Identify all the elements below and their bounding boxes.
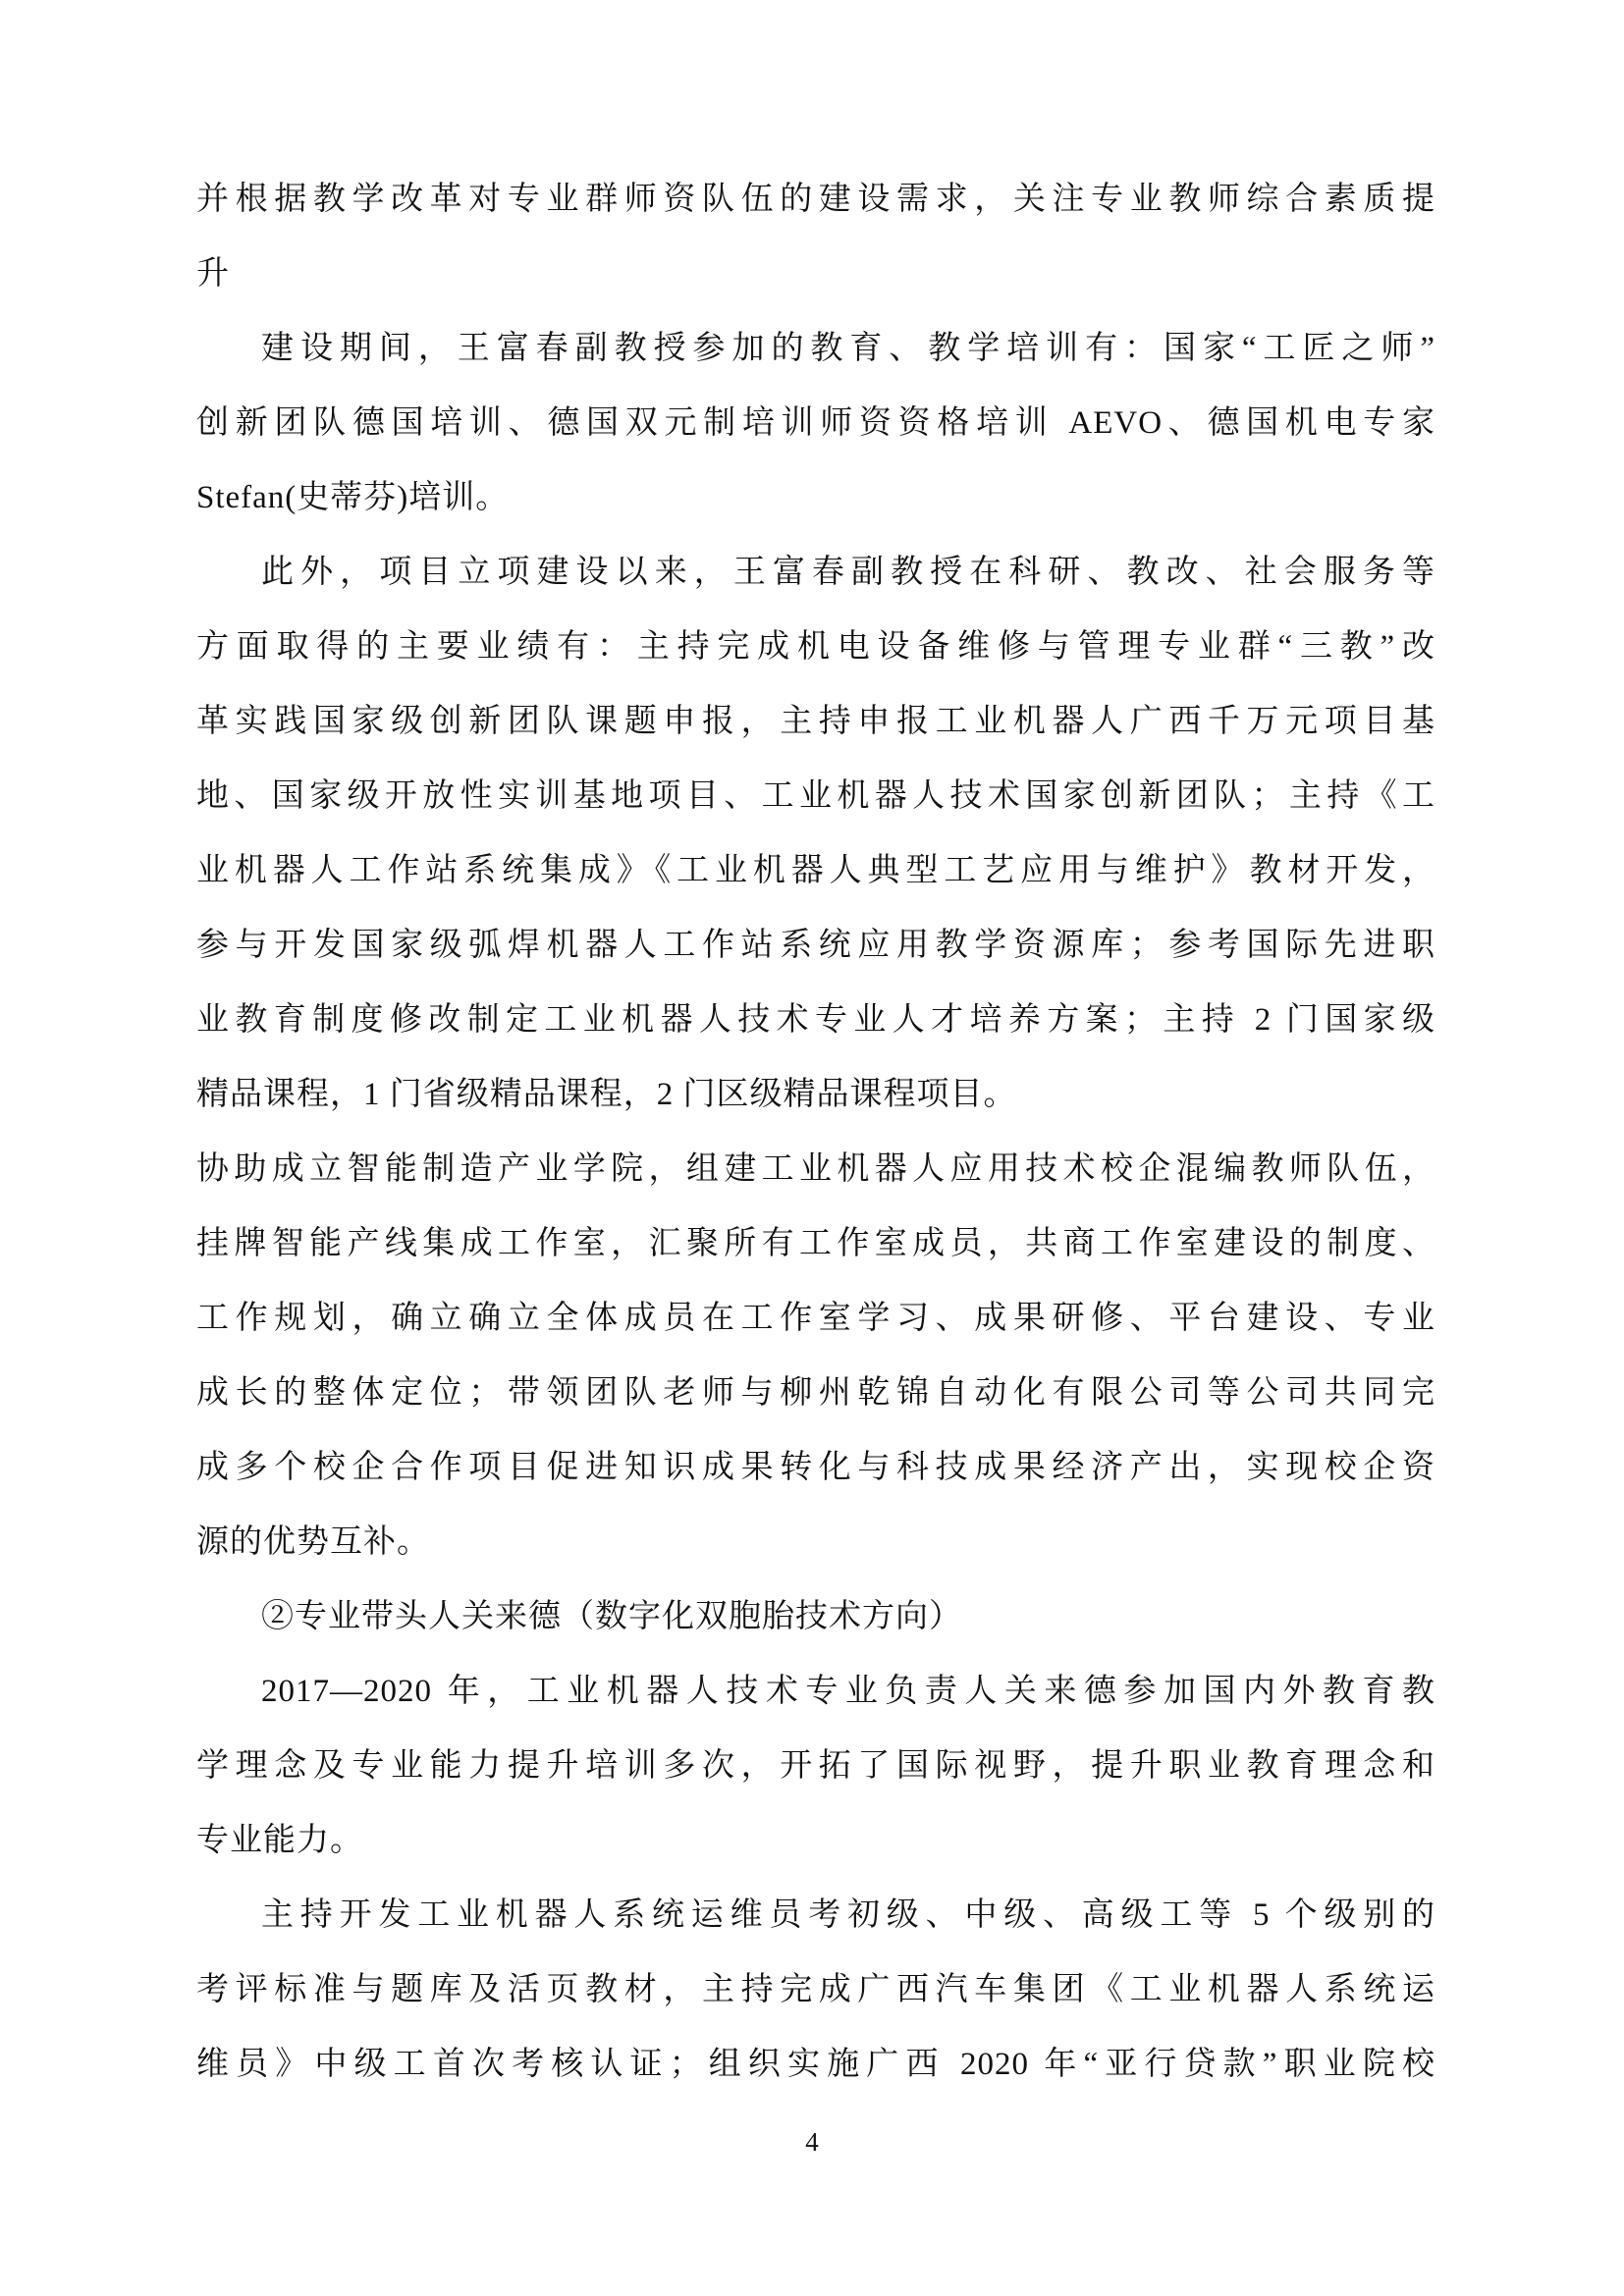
text-line: 考评标准与题库及活页教材，主持完成广西汽车集团《工业机器人系统运 bbox=[196, 1972, 1435, 2007]
text-line: 创新团队德国培训、德国双元制培训师资资格培训 AEVO、德国机电专家 bbox=[196, 405, 1435, 441]
text-line: 参与开发国家级弧焊机器人工作站系统应用教学资源库；参考国际先进职 bbox=[196, 928, 1435, 963]
document-text-body bbox=[196, 162, 1435, 2102]
text-line: 协助成立智能制造产业学院，组建工业机器人应用技术校企混编教师队伍， bbox=[196, 1151, 1435, 1187]
text-line: 业机器人工作站系统集成》《工业机器人典型工艺应用与维护》教材开发， bbox=[196, 853, 1435, 888]
text-line-section-heading: ②专业带头人关来德（数字化双胞胎技术方向） bbox=[261, 1599, 962, 1634]
text-line: 建设期间，王富春副教授参加的教育、教学培训有：国家“工匠之师” bbox=[261, 331, 1435, 366]
text-line: Stefan(史蒂芬)培训。 bbox=[196, 480, 510, 515]
text-line: 升 bbox=[196, 256, 230, 292]
text-line: 并根据教学改革对专业群师资队伍的建设需求，关注专业教师综合素质提 bbox=[196, 182, 1435, 217]
text-line: 工作规划，确立确立全体成员在工作室学习、成果研修、平台建设、专业 bbox=[196, 1301, 1435, 1336]
text-line: 方面取得的主要业绩有：主持完成机电设备维修与管理专业群“三教”改 bbox=[196, 629, 1435, 665]
text-line: 专业能力。 bbox=[196, 1823, 363, 1858]
text-line: 业教育制度修改制定工业机器人技术专业人才培养方案；主持 2 门国家级 bbox=[196, 1002, 1435, 1038]
text-line: 革实践国家级创新团队课题申报，主持申报工业机器人广西千万元项目基 bbox=[196, 704, 1435, 739]
text-line: 地、国家级开放性实训基地项目、工业机器人技术国家创新团队；主持《工 bbox=[196, 778, 1435, 814]
text-line: 成多个校企合作项目促进知识成果转化与科技成果经济产出，实现校企资 bbox=[196, 1450, 1435, 1485]
text-line: 此外，项目立项建设以来，王富春副教授在科研、教改、社会服务等 bbox=[261, 555, 1435, 590]
text-line: 主持开发工业机器人系统运维员考初级、中级、高级工等 5 个级别的 bbox=[261, 1897, 1435, 1933]
text-line: 挂牌智能产线集成工作室，汇聚所有工作室成员，共商工作室建设的制度、 bbox=[196, 1226, 1435, 1261]
text-line: 源的优势互补。 bbox=[196, 1524, 430, 1560]
text-line: 学理念及专业能力提升培训多次，开拓了国际视野，提升职业教育理念和 bbox=[196, 1748, 1435, 1784]
page-footer bbox=[0, 2122, 1624, 2162]
text-line: 维员》中级工首次考核认证；组织实施广西 2020 年“亚行贷款”职业院校 bbox=[196, 2047, 1435, 2082]
text-line: 成长的整体定位；带领团队老师与柳州乾锦自动化有限公司等公司共同完 bbox=[196, 1375, 1435, 1411]
page-number: 4 bbox=[805, 2127, 819, 2157]
text-line: 精品课程，1 门省级精品课程，2 门区级精品课程项目。 bbox=[196, 1077, 1017, 1112]
text-line: 2017—2020 年，工业机器人技术专业负责人关来德参加国内外教育教 bbox=[261, 1674, 1435, 1709]
